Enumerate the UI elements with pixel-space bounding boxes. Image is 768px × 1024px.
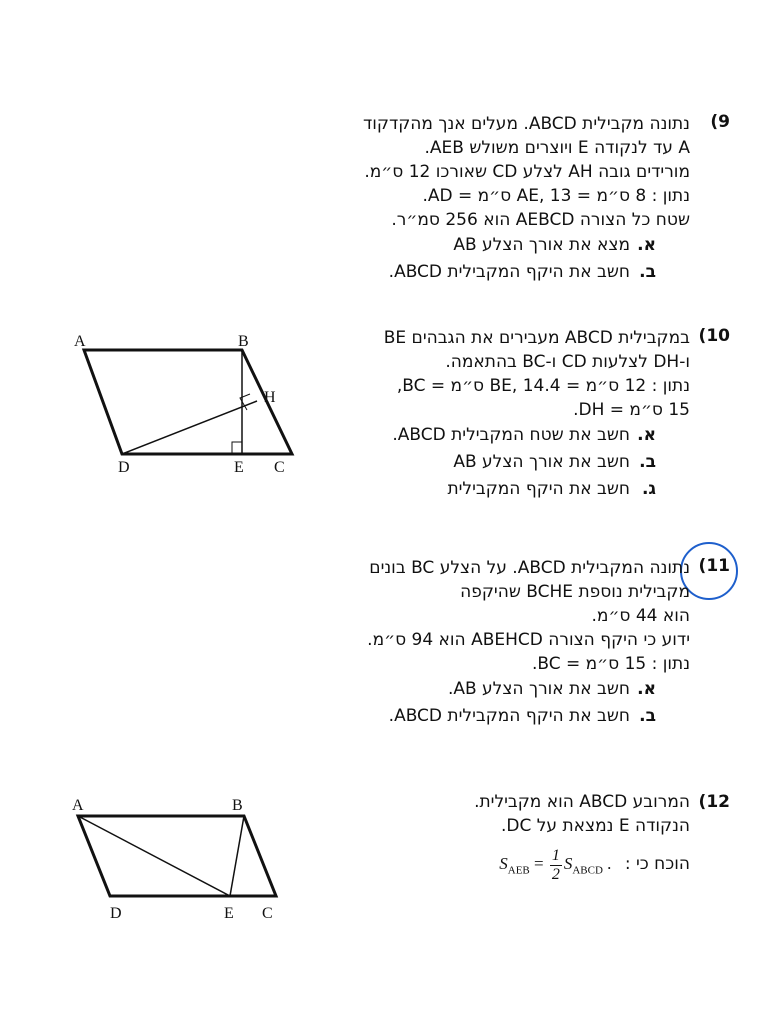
- problem-line: המרובע ABCD הוא מקבילית.: [474, 792, 690, 812]
- problem-10: [290, 326, 730, 503]
- problem-line: ידוע כי היקף הצורה ABEHCD הוא 94 ס״מ.: [367, 630, 690, 650]
- problem-line: נתונה מקבילית ABCD. מעלים אנך מהקדקוד: [362, 114, 690, 134]
- label-D: D: [118, 459, 130, 476]
- area-formula: $S_{AEB}$ = $\frac{1}{2}$ $S_{ABCD}$ .: [499, 846, 612, 883]
- label-H: H: [264, 389, 276, 406]
- problem-line: שטח כל הצורה AEBCD הוא 256 סמ״ר.: [391, 210, 690, 230]
- problem-line: מורידים גובה AH לצלע CD שאורכו 12 ס״מ.: [364, 162, 690, 182]
- sub-question: א.חשב את אורך הצלע AB.: [447, 679, 656, 699]
- sub-question: ב.חשב את אורך הצלע AB: [453, 452, 656, 472]
- sub-question: א.מצא את אורך הצלע AB: [453, 235, 656, 255]
- problem-line: הוא 44 ס״מ.: [591, 606, 690, 626]
- prove-statement: [390, 844, 690, 890]
- problem-number: 10): [698, 326, 730, 346]
- label-E: E: [224, 905, 234, 922]
- sub-question: א.חשב את שטח המקבילית ABCD.: [392, 425, 656, 445]
- problem-line: נתון : 15 ס״מ = BC.: [531, 654, 690, 674]
- problem-line: מקבילית נוספת BCHE שהיקפה: [460, 582, 690, 602]
- label-B: B: [232, 797, 243, 814]
- problem-line: נתון : 12 ס״מ = BE, 14.4 ס״מ = BC,: [396, 376, 690, 396]
- label-C: C: [262, 905, 273, 922]
- sub-question: ב.חשב את היקף המקבילית ABCD.: [388, 262, 656, 282]
- problem-11: [280, 556, 730, 730]
- problem-line: הנקודה E נמצאת על DC.: [500, 816, 690, 836]
- fraction: $\frac{1}{2}$: [551, 846, 560, 883]
- label-B: B: [238, 333, 249, 350]
- sub-question: ב.חשב את היקף המקבילית ABCD.: [388, 706, 656, 726]
- label-A: A: [74, 333, 86, 350]
- problem-9: [270, 112, 730, 286]
- sub-question: ג.חשב את היקף המקבילית: [447, 479, 656, 499]
- problem-number: 11): [698, 556, 730, 576]
- problem-line: ו-DH לצלעות CD ו-BC בהתאמה.: [445, 352, 690, 372]
- label-A: A: [72, 797, 84, 814]
- prove-label: הוכח כי :: [624, 854, 690, 874]
- problem-line: A עד לנקודה E ויוצרים משולש AEB.: [424, 138, 690, 158]
- problem-line: נתון : 8 ס״מ = AE, 13 ס״מ = AD.: [422, 186, 690, 206]
- label-E: E: [234, 459, 244, 476]
- parallelogram-figure-12: [66, 792, 306, 932]
- problem-number: 9): [710, 112, 730, 132]
- problem-line: 15 ס״מ = DH.: [573, 400, 690, 420]
- label-D: D: [110, 905, 122, 922]
- label-C: C: [274, 459, 285, 476]
- problem-line: נתונה המקבילית ABCD. על הצלע BC בונים: [369, 558, 690, 578]
- problem-number: 12): [698, 792, 730, 812]
- problem-line: במקבילית ABCD מעבירים את הגבהים BE: [383, 328, 690, 348]
- problem-12: [390, 790, 730, 890]
